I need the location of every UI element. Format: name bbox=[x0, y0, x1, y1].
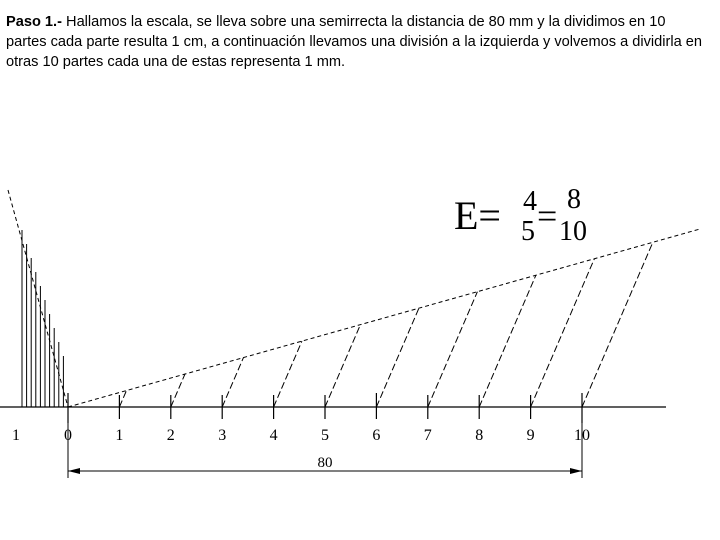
parallel-line-4 bbox=[274, 341, 302, 407]
parallel-line-9 bbox=[531, 259, 595, 407]
formula-equals: = bbox=[537, 196, 558, 236]
parallel-line-6 bbox=[376, 308, 419, 407]
tick-label-2: 2 bbox=[166, 427, 175, 444]
tick-label-9: 9 bbox=[526, 427, 535, 444]
tick-label-8: 8 bbox=[475, 427, 484, 444]
tick-label-3: 3 bbox=[218, 427, 227, 444]
tick-label-10: 10 bbox=[574, 427, 590, 444]
formula-numerator-1: 4 bbox=[523, 186, 537, 217]
parallel-lines bbox=[119, 242, 652, 407]
parallel-line-7 bbox=[428, 292, 478, 407]
tick-label-1: 1 bbox=[115, 427, 124, 444]
arrow-right bbox=[570, 468, 582, 474]
parallel-line-8 bbox=[479, 275, 536, 407]
parallel-line-3 bbox=[222, 358, 243, 407]
millimeter-lines bbox=[22, 230, 63, 407]
tick-labels bbox=[64, 427, 590, 444]
parallel-line-2 bbox=[171, 374, 185, 407]
parallel-line-1 bbox=[119, 391, 126, 407]
step-label: Paso 1.- bbox=[6, 14, 62, 30]
left-unit-label: 1 bbox=[12, 427, 20, 444]
parallel-line-5 bbox=[325, 325, 360, 407]
dimension-label: 80 bbox=[317, 455, 333, 471]
scale-ticks bbox=[68, 393, 582, 423]
tick-label-5: 5 bbox=[321, 427, 329, 444]
tick-label-7: 7 bbox=[423, 427, 432, 444]
formula-denominator-2: 10 bbox=[559, 216, 587, 247]
tick-label-0: 0 bbox=[64, 427, 72, 444]
formula-numerator-2: 8 bbox=[567, 184, 581, 215]
parallel-line-10 bbox=[582, 242, 653, 407]
step-body: Hallamos la escala, se lleva sobre una semirrecta la distancia de 80 mm y la dividimos en 10 partes cada parte resulta 1 cm, a continuación llevamos una división a la izquierda y volvemos a dividirla en otras 10 partes cada una de estas representa 1 mm. bbox=[6, 14, 703, 70]
tick-label-6: 6 bbox=[372, 427, 381, 444]
scale-formula bbox=[454, 184, 587, 247]
formula-denominator-1: 5 bbox=[521, 216, 535, 247]
tick-label-4: 4 bbox=[269, 427, 278, 444]
arrow-left bbox=[68, 468, 80, 474]
formula-lhs: E= bbox=[454, 193, 501, 238]
auxiliary-ray bbox=[68, 229, 700, 407]
